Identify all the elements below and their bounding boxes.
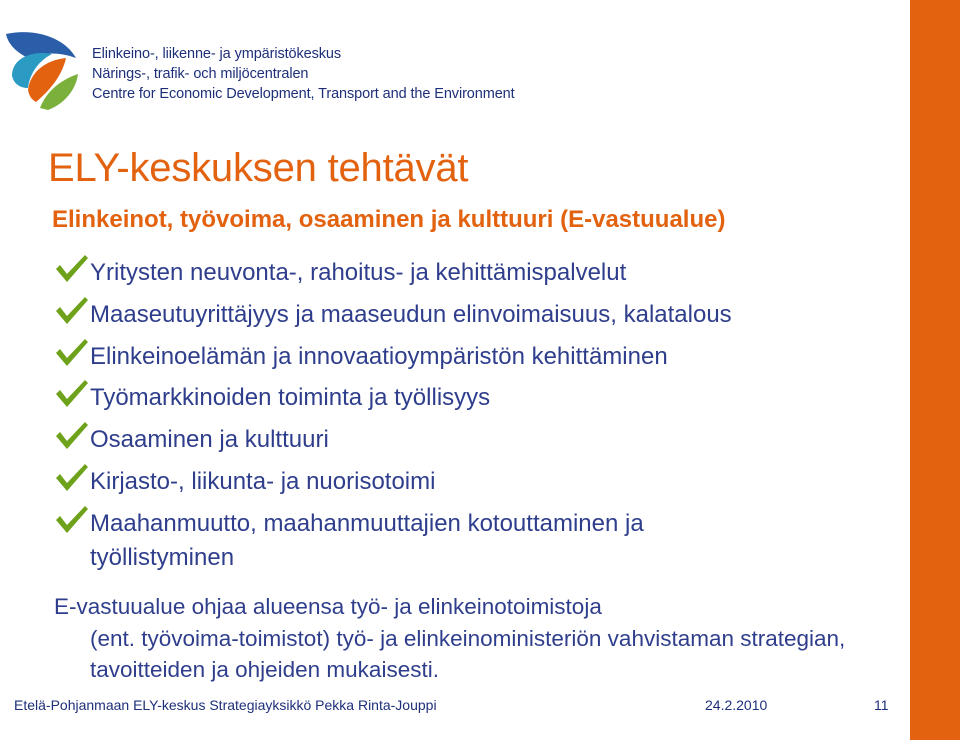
list-item-label: Kirjasto-, liikunta- ja nuorisotoimi [90, 467, 436, 495]
checkmark-icon [54, 505, 90, 535]
list-item [54, 507, 854, 575]
checkmark-icon [54, 338, 90, 368]
list-item-label: Maahanmuutto, maahanmuuttajien kotouttaminen ja työllistyminen [90, 509, 644, 571]
list-item-label: Elinkeinoelämän ja innovaatioympäristön kehittäminen [90, 342, 668, 370]
list-item [54, 465, 854, 507]
checkmark-icon [54, 463, 90, 493]
list-item [54, 256, 854, 298]
checkmark-icon [54, 421, 90, 451]
list-item [54, 298, 854, 340]
list-item-label: Maaseutuyrittäjyys ja maaseudun elinvoimaisuus, kalatalous [90, 300, 732, 328]
org-name-swedish: Närings-, trafik- och miljöcentralen [92, 66, 309, 82]
org-name-english: Centre for Economic Development, Transport and the Environment [92, 86, 515, 102]
list-item-label: Osaaminen ja kulttuuri [90, 426, 329, 454]
list-item [54, 340, 854, 382]
footer-date: 24.2.2010 [705, 697, 768, 713]
footer-author: Etelä-Pohjanmaan ELY-keskus Strategiayksikkö Pekka Rinta-Jouppi [14, 697, 437, 713]
organization-name [92, 44, 515, 104]
list-item-label: Yritysten neuvonta-, rahoitus- ja kehittämispalvelut [90, 259, 627, 286]
note-continuation: (ent. työvoima-toimistot) työ- ja elinkeinoministeriön vahvistaman strategian, tavoitteiden ja ohjeiden mukaisesti. [90, 625, 846, 682]
list-item-label: Työmarkkinoiden toiminta ja työllisyys [90, 384, 491, 412]
org-name-finnish: Elinkeino-, liikenne- ja ympäristökeskus [92, 46, 342, 62]
page-number: 11 [874, 697, 889, 713]
slide-subtitle: Elinkeinot, työvoima, osaaminen ja kulttuuri (E-vastuualue) [52, 206, 726, 233]
list-item [54, 381, 854, 423]
checkmark-icon [54, 296, 90, 326]
checkmark-icon [54, 379, 90, 409]
task-list [54, 256, 854, 575]
list-item [54, 423, 854, 465]
checkmark-icon [54, 254, 90, 284]
steering-note [54, 591, 854, 686]
ely-logo-icon [2, 28, 82, 110]
slide-title: ELY-keskuksen tehtävät [48, 146, 469, 190]
accent-side-bar [910, 0, 960, 740]
note-first-line: E-vastuualue ohjaa alueensa työ- ja elinkeinotoimistoja [54, 594, 602, 619]
